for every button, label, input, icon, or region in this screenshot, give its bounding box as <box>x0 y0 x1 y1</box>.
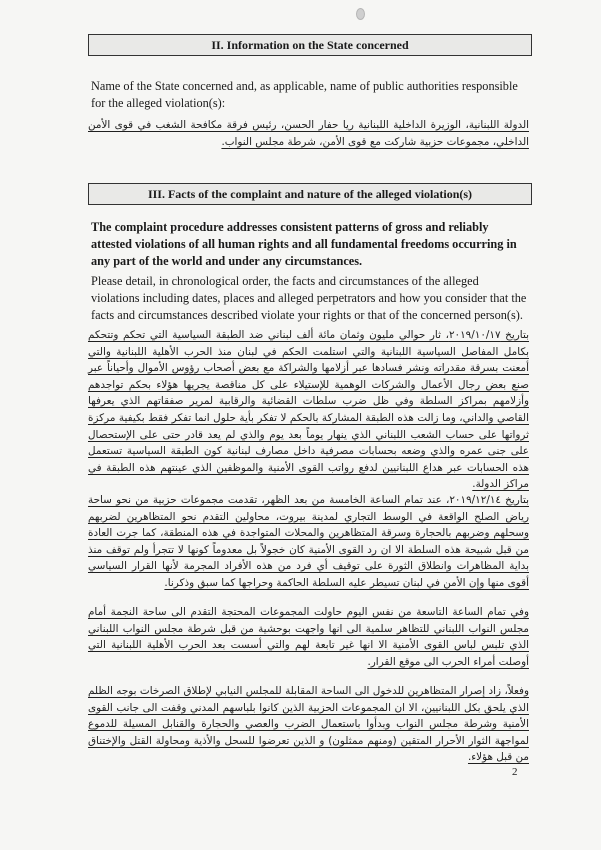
facts-paragraph-4 <box>88 683 529 766</box>
facts-paragraph-1-text: بتاريخ ٢٠١٩/١٠/١٧، ثار حوالي مليون وثمان مائة ألف لبناني ضد الطبقة السياسية التي تحكم وتتحكم بكامل المفاصل السياسية اللبنانية والتي استلمت الحكم في لبنان منذ الحرب الأهلية اللبنانية والتي أمعنت بسرقة مقدراته ونشر فسادها عبر أزلامها والشراكة مع بعض أصحاب رؤوس الأموال وأحياناً عبر صنع بعض رجال الأعمال والشركات الوهمية للإستيلاء على كل مناقصة يجريها هؤلاء بحكم تواجدهم وأزلامهم بمراكز السلطة وفي ظل ضرب سلطات القضائية والرقابية لمرير صفقاتهم الذي يعرفها القاصي والداني، وما زالت هذه الطبقة المشاركة بالحكم لا تفكر بأية حلول انما تفكر فقط بكيفية مركزة ثرواتها على حساب الشعب اللبناني الذي ينهار يوماً بعد يوم والذي لم يعد قادر حتى على الإستحصال على جنى عمره والذي وضعه بحسابات مصرفية داخل مصارف لبنانية كون الطبقة السياسية تستعمل هذه الحسابات عبر هداع اللبنانيين لدفع رواتب القوى الأمنية والموظفين الذي عينتهم هذه الطبقة في مراكز الدولة. <box>88 329 529 491</box>
section-2-heading <box>88 34 532 56</box>
section-3-instructions: Please detail, in chronological order, the facts and circumstances of the alleged violations including dates, places and alleged perpetrators and how you consider that the facts and circumstances described violate your rights or that of the concerned person(s). <box>91 274 527 322</box>
section-2-prompt: Name of the State concerned and, as applicable, name of public authorities responsible for the alleged violation(s): <box>91 79 518 110</box>
punch-hole-mark <box>356 8 365 20</box>
section-3-heading <box>88 183 532 205</box>
facts-paragraph-4-text: وفعلاً، زاد إصرار المتظاهرين للدخول الى الساحة المقابلة للمجلس النيابي لإطلاق الصرخات بوجه الظلم الذي يلحق بكل اللبنانيين، الا ان المجموعات الحزبية الذين كانوا بلباسهم المدني وقفت الى جانب القوى الأمنية وشرطة مجلس النواب وبدأوا باستعمال الضرب والعصي والحجارة والقنابل المسيلة للدموع لمواجهة الثوار الأحرار المتقين (ومنهم ممثلون) و الذين تعرضوا للسحل والأذية ومحاولة القتل والإختناق من قبل هؤلاء. <box>88 685 529 764</box>
section-2-heading-text: II. Information on the State concerned <box>211 37 409 52</box>
facts-paragraph-2-text: بتاريخ ٢٠١٩/١٢/١٤، عند تمام الساعة الخامسة من بعد الظهر، تقدمت مجموعات حزبية من نحو ساحة رياض الصلح الواقعة في الوسط التجاري لمدينة بيروت، محاولين التقدم نحو المتظاهرين لضربهم وسحلهم وضربهم بالحجارة وسرقة المتظاهرين والمحلات المتواجدة في هذه المنطقة، كما جرت العادة من قبل شبيحة هذه السلطة الا ان رد القوى الأمنية كان خجولاً بل معدوماً كونها لا تتجرأ ولم توقف منذ بداية المظاهرات وانطلاق الثورة على توقيف أي فرد من هذه الأفراد المجرمة لأنها القرار السياسي أقوى منها وإن الأمن في لبنان تسيطر عليه السلطة الحاكمة وحراجها كما سبق وذكرنا. <box>88 494 529 589</box>
facts-paragraph-1 <box>88 327 529 493</box>
section-2-answer <box>88 117 529 150</box>
page-number: 2 <box>512 766 518 778</box>
section-3-intro: The complaint procedure addresses consistent patterns of gross and reliably attested violations of all human rights and all fundamental freedoms occurring in any part of the world and under any circumstances. <box>91 220 517 268</box>
section-2-answer-text: الدولة اللبنانية، الوزيرة الداخلية اللبنانية ريا حفار الحسن، رئيس فرقة مكافحة الشغب في قوى الأمن الداخلي، مجموعات حزبية شاركت مع قوى الأمن، شرطة مجلس النواب. <box>88 119 529 148</box>
section-3-heading-text: III. Facts of the complaint and nature of the alleged violation(s) <box>147 186 473 201</box>
facts-paragraph-3-text: وفي تمام الساعة التاسعة من نفس اليوم حاولت المجموعات المحتجة التقدم الى ساحة النجمة أمام مجلس النواب اللبناني للتظاهر سلمية الى انها واجهت بوحشية من قبل شرطة مجلس النواب اللبناني الذي تلبس لباس القوى الأمنية الا انها غير تابعة لهم والتي أسست بعد الحرب الأهلية اللبنانية التي أوصلت أمراء الحرب الى موقع القرار. <box>88 606 529 668</box>
facts-paragraph-2 <box>88 492 529 592</box>
facts-paragraph-3 <box>88 604 529 670</box>
